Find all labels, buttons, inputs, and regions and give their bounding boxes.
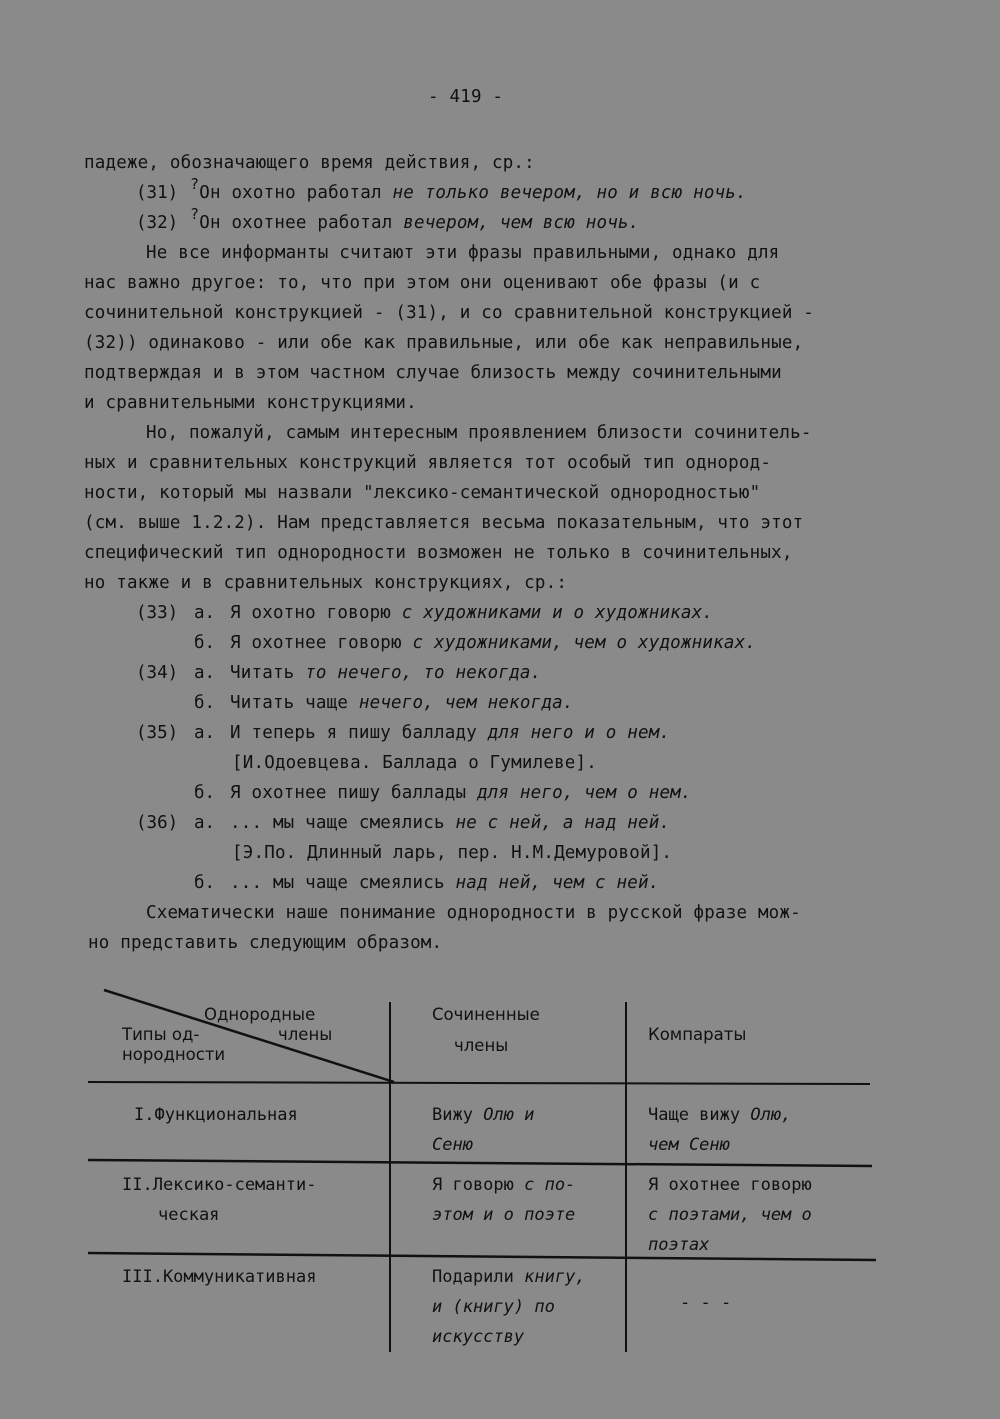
table-cell-coordinated (432, 1100, 534, 1160)
example-italic: с художниками и о художниках. (401, 603, 714, 623)
example-letter: а. (194, 723, 216, 743)
example-text: ... мы чаще смеялись (230, 873, 456, 893)
table-cell-coordinated (432, 1262, 586, 1352)
cell-text: Я охотнее говорю (648, 1175, 812, 1195)
table-row-type: II.Лексико-семанти- (122, 1175, 317, 1195)
header-types-part2: нородности (122, 1045, 226, 1064)
page-number: - 419 - (428, 87, 504, 107)
example-letter: б. (194, 873, 216, 893)
table-cell-coordinated (432, 1170, 575, 1230)
paragraph-line: Но, пожалуй, самым интересным проявлением близости сочинитель- (146, 423, 812, 443)
example-italic: не с ней, а над ней. (455, 813, 671, 833)
cell-text: Вижу (432, 1105, 484, 1125)
table-cell-comparates (648, 1100, 791, 1160)
question-mark: ? (190, 175, 200, 193)
example-letter: а. (194, 603, 216, 623)
example-letter: б. (194, 693, 216, 713)
paragraph-line: сочинительной конструкцией - (31), и со сравнительной конструкцией - (84, 303, 815, 323)
example-number: (31) (136, 183, 179, 203)
example-source: [И.Одоевцева. Баллада о Гумилеве]. (232, 753, 598, 773)
paragraph-line: (32)) одинаково - или обе как правильные, или обе как неправильные, (84, 333, 804, 353)
row-divider (88, 1082, 870, 1084)
header-coordinated-line2: члены (454, 1036, 509, 1055)
row-divider (88, 1160, 872, 1166)
example-italic: для него и о нем. (487, 723, 671, 743)
example-text: Я охотнее говорю (230, 633, 413, 653)
example-text: И теперь я пишу балладу (230, 723, 488, 743)
paragraph-line: но также и в сравнительных конструкциях, ср.: (84, 573, 568, 593)
example-italic: вечером, чем всю ночь. (403, 213, 640, 233)
cell-italic: этом и о поэте (432, 1205, 576, 1225)
table-row-type: III.Коммуникативная (122, 1267, 317, 1287)
cell-italic: поэтах (648, 1235, 710, 1255)
example-number: (32) (136, 213, 179, 233)
paragraph-line: ности, который мы назвали "лексико-семантической однородностью" (84, 483, 761, 503)
header-comparates: Компараты (648, 1025, 747, 1044)
paragraph-line: нас важно другое: то, что при этом они оценивают обе фразы (и с (84, 273, 761, 293)
cell-italic: с по- (524, 1175, 576, 1195)
cell-italic: чем Сеню (648, 1135, 730, 1155)
example-source: [Э.По. Длинный ларь, пер. Н.М.Демуровой]. (232, 843, 673, 863)
paragraph-line: ных и сравнительных конструкций является тот особый тип однород- (84, 453, 772, 473)
example-number: (33) (136, 603, 179, 623)
paragraph-line: падеже, обозначающего время действия, ср.: (84, 153, 535, 173)
example-italic: с художниками, чем о художниках. (412, 633, 757, 653)
header-types-part1: Типы од- (122, 1025, 200, 1044)
table-cell-comparates-empty: - - - (680, 1293, 732, 1313)
example-italic: то нечего, то некогда. (305, 663, 542, 683)
paragraph-line: (см. выше 1.2.2). Нам представляется весьма показательным, что этот (84, 513, 804, 533)
header-coordinated-line1: Сочиненные (432, 1005, 540, 1024)
example-letter: а. (194, 663, 216, 683)
table-cell-comparates (648, 1170, 812, 1260)
example-number: (36) (136, 813, 179, 833)
example-text: Он охотно работал (199, 183, 393, 203)
example-number: (34) (136, 663, 179, 683)
cell-italic: Олю, (750, 1105, 792, 1125)
example-text: Он охотнее работал (199, 213, 404, 233)
example-text: Я охотно говорю (230, 603, 402, 623)
example-italic: над ней, чем с ней. (455, 873, 660, 893)
paragraph-line: Схематически наше понимание однородности в русской фразе мож- (146, 903, 801, 923)
example-letter: б. (194, 633, 216, 653)
example-letter: а. (194, 813, 216, 833)
cell-italic: Сеню (432, 1135, 473, 1155)
cell-italic: книгу, (524, 1267, 586, 1287)
table-row-type: I.Функциональная (134, 1105, 298, 1125)
table-row-type: ческая (158, 1205, 220, 1225)
cell-text: Я говорю (432, 1175, 525, 1195)
example-text: ... мы чаще смеялись (230, 813, 456, 833)
paragraph-line: подтверждая и в этом частном случае близость между сочинительными (84, 363, 782, 383)
cell-italic: с поэтами, чем о (648, 1205, 812, 1225)
example-text: Читать (230, 663, 306, 683)
cell-text: Подарили (432, 1267, 525, 1287)
example-text: Читать чаще (230, 693, 359, 713)
question-mark: ? (190, 205, 200, 223)
example-italic: для него, чем о нем. (476, 783, 692, 803)
example-number: (35) (136, 723, 179, 743)
paragraph-line: Не все информанты считают эти фразы правильными, однако для (146, 243, 780, 263)
example-text: Я охотнее пишу баллады (230, 783, 477, 803)
cell-text: Чаще вижу (648, 1105, 751, 1125)
header-homogeneous: Однородные (204, 1005, 316, 1024)
cell-italic: искусству (432, 1327, 525, 1347)
cell-italic: и (книгу) по (432, 1297, 555, 1317)
example-italic: нечего, чем некогда. (358, 693, 574, 713)
header-members: члены (278, 1025, 333, 1044)
paragraph-line: но представить следующим образом. (88, 933, 443, 953)
paragraph-line: и сравнительными конструкциями. (84, 393, 417, 413)
example-letter: б. (194, 783, 216, 803)
cell-italic: Олю и (483, 1105, 535, 1125)
example-italic: не только вечером, но и всю ночь. (392, 183, 747, 203)
paragraph-line: специфический тип однородности возможен не только в сочинительных, (84, 543, 793, 563)
